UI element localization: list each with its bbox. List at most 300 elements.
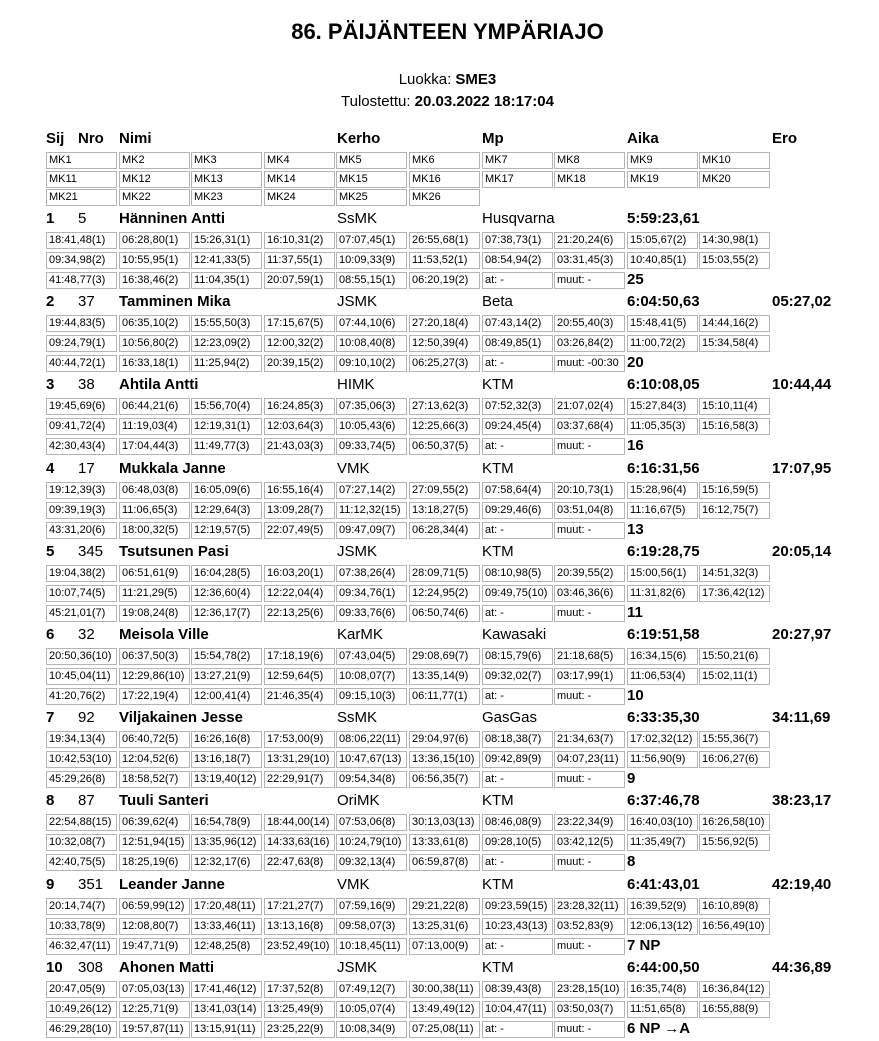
position: 10 [46, 959, 63, 976]
lap-time-cell: 17:02,32(12) [627, 731, 698, 748]
lap-time-cell: 15:55,50(3) [191, 315, 262, 332]
rider-name: Tuuli Santeri [119, 792, 209, 809]
lap-time-cell: 11:16,67(5) [627, 502, 698, 519]
lap-time-cell: 13:25,31(6) [409, 918, 480, 935]
lap-time-cell: 30:13,03(13) [409, 814, 480, 831]
muut-cell: muut: - [554, 1021, 625, 1038]
total-time: 6:37:46,78 [627, 792, 700, 809]
lap-time-cell: 09:24,79(1) [46, 335, 117, 352]
lap-time-cell: 07:49,12(7) [336, 981, 407, 998]
lap-time-cell: 30:00,38(11) [409, 981, 480, 998]
lap-time-cell: 27:09,55(2) [409, 482, 480, 499]
lap-time-cell: 42:40,75(5) [46, 854, 117, 871]
lap-time-cell: 46:32,47(11) [46, 938, 117, 955]
lap-time-cell: 03:52,83(9) [554, 918, 625, 935]
club-name: OriMK [337, 792, 380, 809]
lap-time-cell: 10:24,79(10) [336, 834, 407, 851]
header-nro: Nro [78, 130, 104, 147]
at-cell: at: - [482, 522, 553, 539]
lap-time-cell: 10:18,45(11) [336, 938, 407, 955]
lap-time-cell: 12:19,57(5) [191, 522, 262, 539]
lap-time-cell: 08:15,79(6) [482, 648, 553, 665]
lap-time-cell: 16:38,46(2) [119, 272, 190, 289]
club-name: JSMK [337, 543, 378, 560]
lap-time-cell: 12:36,60(4) [191, 585, 262, 602]
lap-time-cell: 12:50,39(4) [409, 335, 480, 352]
lap-time-cell: 16:40,03(10) [627, 814, 698, 831]
lap-time-cell: 06:44,21(6) [119, 398, 190, 415]
lap-header-cell: MK14 [264, 171, 335, 188]
lap-time-cell: 18:41,48(1) [46, 232, 117, 249]
lap-header-cell: MK6 [409, 152, 480, 169]
total-time: 6:44:00,50 [627, 959, 700, 976]
at-cell: at: - [482, 605, 553, 622]
rider-number: 87 [78, 792, 95, 809]
lap-time-cell: 12:25,66(3) [409, 418, 480, 435]
class-label: Luokka: [398, 71, 452, 88]
lap-time-cell: 15:34,58(4) [699, 335, 770, 352]
lap-time-cell: 07:38,26(4) [336, 565, 407, 582]
lap-time-cell: 18:00,32(5) [119, 522, 190, 539]
points: 8 [627, 853, 636, 870]
lap-time-cell: 10:42,53(10) [46, 751, 117, 768]
muut-cell: muut: - [554, 854, 625, 871]
total-time: 6:19:28,75 [627, 543, 700, 560]
bike-make: KTM [482, 460, 514, 477]
lap-time-cell: 09:32,02(7) [482, 668, 553, 685]
lap-time-cell: 11:12,32(15) [336, 502, 407, 519]
at-cell: at: - [482, 272, 553, 289]
lap-time-cell: 06:59,99(12) [119, 898, 190, 915]
lap-time-cell: 09:24,45(4) [482, 418, 553, 435]
time-difference: 20:27,97 [772, 626, 832, 643]
club-name: JSMK [337, 959, 378, 976]
lap-header-cell: MK13 [191, 171, 262, 188]
position: 9 [46, 876, 55, 893]
lap-time-cell: 08:18,38(7) [482, 731, 553, 748]
at-cell: at: - [482, 438, 553, 455]
lap-header-cell: MK24 [264, 189, 335, 206]
lap-header-cell: MK26 [409, 189, 480, 206]
lap-time-cell: 21:43,03(3) [264, 438, 335, 455]
position: 1 [46, 210, 55, 227]
lap-time-cell: 20:14,74(7) [46, 898, 117, 915]
lap-time-cell: 11:31,82(6) [627, 585, 698, 602]
lap-time-cell: 06:28,34(4) [409, 522, 480, 539]
lap-time-cell: 10:56,80(2) [119, 335, 190, 352]
position: 4 [46, 460, 55, 477]
bike-make: KTM [482, 543, 514, 560]
rider-number: 17 [78, 460, 95, 477]
lap-time-cell: 10:05,07(4) [336, 1001, 407, 1018]
points: 7 NP [627, 937, 661, 954]
muut-cell: muut: - [554, 938, 625, 955]
lap-time-cell: 23:28,32(11) [554, 898, 625, 915]
lap-time-cell: 11:51,65(8) [627, 1001, 698, 1018]
lap-time-cell: 45:29,26(8) [46, 771, 117, 788]
club-name: SsMK [337, 210, 378, 227]
lap-time-cell: 11:05,35(3) [627, 418, 698, 435]
lap-time-cell: 16:55,88(9) [699, 1001, 770, 1018]
muut-cell: muut: - [554, 272, 625, 289]
lap-header-cell: MK16 [409, 171, 480, 188]
lap-time-cell: 11:56,90(9) [627, 751, 698, 768]
lap-header-cell: MK21 [46, 189, 117, 206]
printed-label: Tulostettu: [341, 93, 411, 110]
lap-time-cell: 41:48,77(3) [46, 272, 117, 289]
lap-time-cell: 12:24,95(2) [409, 585, 480, 602]
lap-time-cell: 15:27,84(3) [627, 398, 698, 415]
lap-time-cell: 20:39,15(2) [264, 355, 335, 372]
position: 2 [46, 293, 55, 310]
lap-time-cell: 07:58,64(4) [482, 482, 553, 499]
lap-time-cell: 12:29,86(10) [119, 668, 190, 685]
points: 20 [627, 354, 644, 371]
lap-time-cell: 15:26,31(1) [191, 232, 262, 249]
lap-time-cell: 12:03,64(3) [264, 418, 335, 435]
lap-time-cell: 16:26,16(8) [191, 731, 262, 748]
position: 3 [46, 376, 55, 393]
lap-time-cell: 09:29,46(6) [482, 502, 553, 519]
lap-header-cell: MK25 [336, 189, 407, 206]
lap-time-cell: 11:53,52(1) [409, 252, 480, 269]
lap-time-cell: 18:58,52(7) [119, 771, 190, 788]
lap-time-cell: 23:28,15(10) [554, 981, 625, 998]
rider-number: 37 [78, 293, 95, 310]
lap-time-cell: 15:02,11(1) [699, 668, 770, 685]
points: 6 NP →A [627, 1020, 691, 1037]
lap-time-cell: 10:08,34(9) [336, 1021, 407, 1038]
lap-time-cell: 12:32,17(6) [191, 854, 262, 871]
lap-time-cell: 07:35,06(3) [336, 398, 407, 415]
lap-time-cell: 06:37,50(3) [119, 648, 190, 665]
lap-time-cell: 21:20,24(6) [554, 232, 625, 249]
lap-time-cell: 03:50,03(7) [554, 1001, 625, 1018]
lap-time-cell: 11:21,29(5) [119, 585, 190, 602]
header-sij: Sij [46, 130, 65, 147]
lap-time-cell: 19:44,83(5) [46, 315, 117, 332]
lap-time-cell: 10:05,43(6) [336, 418, 407, 435]
club-name: HIMK [337, 376, 375, 393]
lap-time-cell: 20:39,55(2) [554, 565, 625, 582]
rider-name: Mukkala Janne [119, 460, 226, 477]
lap-time-cell: 07:07,45(1) [336, 232, 407, 249]
club-name: KarMK [337, 626, 383, 643]
lap-time-cell: 14:44,16(2) [699, 315, 770, 332]
lap-time-cell: 07:44,10(6) [336, 315, 407, 332]
lap-time-cell: 10:09,33(9) [336, 252, 407, 269]
class-line [0, 71, 879, 88]
lap-time-cell: 10:49,26(12) [46, 1001, 117, 1018]
total-time: 6:41:43,01 [627, 876, 700, 893]
rider-name: Tsutsunen Pasi [119, 543, 229, 560]
lap-header-cell: MK10 [699, 152, 770, 169]
lap-time-cell: 09:47,09(7) [336, 522, 407, 539]
lap-time-cell: 13:13,16(8) [264, 918, 335, 935]
points: 9 [627, 770, 636, 787]
lap-time-cell: 17:53,00(9) [264, 731, 335, 748]
lap-time-cell: 19:04,38(2) [46, 565, 117, 582]
lap-time-cell: 06:59,87(8) [409, 854, 480, 871]
lap-time-cell: 12:00,41(4) [191, 688, 262, 705]
lap-time-cell: 17:22,19(4) [119, 688, 190, 705]
lap-time-cell: 16:12,75(7) [699, 502, 770, 519]
lap-time-cell: 22:13,25(6) [264, 605, 335, 622]
club-name: JSMK [337, 293, 378, 310]
lap-time-cell: 15:03,55(2) [699, 252, 770, 269]
lap-time-cell: 22:54,88(15) [46, 814, 117, 831]
lap-time-cell: 21:34,63(7) [554, 731, 625, 748]
lap-time-cell: 27:20,18(4) [409, 315, 480, 332]
lap-time-cell: 03:42,12(5) [554, 834, 625, 851]
printed-value: 20.03.2022 18:17:04 [414, 93, 554, 110]
lap-time-cell: 13:25,49(9) [264, 1001, 335, 1018]
lap-time-cell: 19:57,87(11) [119, 1021, 190, 1038]
lap-time-cell: 29:21,22(8) [409, 898, 480, 915]
rider-name: Leander Janne [119, 876, 225, 893]
lap-time-cell: 16:39,52(9) [627, 898, 698, 915]
position: 5 [46, 543, 55, 560]
lap-time-cell: 14:33,63(16) [264, 834, 335, 851]
lap-time-cell: 11:37,55(1) [264, 252, 335, 269]
time-difference: 38:23,17 [772, 792, 832, 809]
lap-header-cell: MK19 [627, 171, 698, 188]
rider-number: 351 [78, 876, 104, 893]
lap-time-cell: 19:08,24(8) [119, 605, 190, 622]
at-cell: at: - [482, 771, 553, 788]
lap-time-cell: 11:35,49(7) [627, 834, 698, 851]
rider-name: Ahtila Antti [119, 376, 199, 393]
lap-time-cell: 08:10,98(5) [482, 565, 553, 582]
lap-time-cell: 15:05,67(2) [627, 232, 698, 249]
lap-time-cell: 15:50,21(6) [699, 648, 770, 665]
lap-time-cell: 09:58,07(3) [336, 918, 407, 935]
lap-header-cell: MK22 [119, 189, 190, 206]
lap-time-cell: 08:55,15(1) [336, 272, 407, 289]
lap-header-cell: MK2 [119, 152, 190, 169]
points: 25 [627, 271, 644, 288]
lap-time-cell: 07:13,00(9) [409, 938, 480, 955]
lap-time-cell: 07:52,32(3) [482, 398, 553, 415]
lap-time-cell: 11:19,03(4) [119, 418, 190, 435]
lap-time-cell: 13:09,28(7) [264, 502, 335, 519]
lap-time-cell: 16:35,74(8) [627, 981, 698, 998]
total-time: 6:33:35,30 [627, 709, 700, 726]
position: 6 [46, 626, 55, 643]
class-value: SME3 [455, 71, 497, 88]
bike-make: KTM [482, 792, 514, 809]
lap-time-cell: 13:31,29(10) [264, 751, 335, 768]
time-difference: 44:36,89 [772, 959, 832, 976]
lap-time-cell: 10:07,74(5) [46, 585, 117, 602]
lap-time-cell: 11:25,94(2) [191, 355, 262, 372]
lap-time-cell: 12:41,33(5) [191, 252, 262, 269]
lap-time-cell: 26:55,68(1) [409, 232, 480, 249]
lap-header-cell: MK8 [554, 152, 625, 169]
header-nimi: Nimi [119, 130, 152, 147]
lap-time-cell: 06:50,37(5) [409, 438, 480, 455]
lap-time-cell: 09:28,10(5) [482, 834, 553, 851]
bike-make: KTM [482, 876, 514, 893]
club-name: VMK [337, 876, 370, 893]
lap-time-cell: 17:41,46(12) [191, 981, 262, 998]
lap-time-cell: 09:23,59(15) [482, 898, 553, 915]
lap-time-cell: 04:07,23(11) [554, 751, 625, 768]
lap-header-cell: MK23 [191, 189, 262, 206]
lap-time-cell: 10:55,95(1) [119, 252, 190, 269]
lap-time-cell: 09:32,13(4) [336, 854, 407, 871]
bike-make: KTM [482, 376, 514, 393]
lap-time-cell: 07:43,04(5) [336, 648, 407, 665]
lap-time-cell: 12:36,17(7) [191, 605, 262, 622]
lap-time-cell: 12:48,25(8) [191, 938, 262, 955]
lap-time-cell: 08:39,43(8) [482, 981, 553, 998]
lap-time-cell: 11:06,65(3) [119, 502, 190, 519]
lap-time-cell: 12:51,94(15) [119, 834, 190, 851]
muut-cell: muut: - [554, 522, 625, 539]
lap-time-cell: 06:20,19(2) [409, 272, 480, 289]
lap-time-cell: 15:16,58(3) [699, 418, 770, 435]
lap-time-cell: 13:33,61(8) [409, 834, 480, 851]
lap-header-cell: MK18 [554, 171, 625, 188]
time-difference: 42:19,40 [772, 876, 832, 893]
lap-header-cell: MK5 [336, 152, 407, 169]
lap-time-cell: 13:35,14(9) [409, 668, 480, 685]
lap-time-cell: 09:15,10(3) [336, 688, 407, 705]
time-difference: 10:44,44 [772, 376, 832, 393]
rider-name: Ahonen Matti [119, 959, 214, 976]
lap-time-cell: 10:45,04(11) [46, 668, 117, 685]
lap-time-cell: 09:34,76(1) [336, 585, 407, 602]
lap-header-cell: MK15 [336, 171, 407, 188]
lap-time-cell: 10:40,85(1) [627, 252, 698, 269]
lap-header-cell: MK7 [482, 152, 553, 169]
total-time: 6:04:50,63 [627, 293, 700, 310]
lap-time-cell: 17:36,42(12) [699, 585, 770, 602]
lap-time-cell: 20:55,40(3) [554, 315, 625, 332]
lap-time-cell: 07:05,03(13) [119, 981, 190, 998]
lap-time-cell: 16:24,85(3) [264, 398, 335, 415]
at-cell: at: - [482, 938, 553, 955]
lap-time-cell: 45:21,01(7) [46, 605, 117, 622]
club-name: SsMK [337, 709, 378, 726]
lap-time-cell: 17:04,44(3) [119, 438, 190, 455]
lap-time-cell: 12:08,80(7) [119, 918, 190, 935]
lap-time-cell: 46:29,28(10) [46, 1021, 117, 1038]
lap-time-cell: 09:49,75(10) [482, 585, 553, 602]
lap-header-cell: MK20 [699, 171, 770, 188]
lap-time-cell: 11:04,35(1) [191, 272, 262, 289]
lap-time-cell: 08:06,22(11) [336, 731, 407, 748]
points: 13 [627, 521, 644, 538]
lap-time-cell: 09:41,72(4) [46, 418, 117, 435]
lap-time-cell: 06:56,35(7) [409, 771, 480, 788]
lap-time-cell: 03:37,68(4) [554, 418, 625, 435]
total-time: 5:59:23,61 [627, 210, 700, 227]
lap-header-cell: MK4 [264, 152, 335, 169]
lap-time-cell: 12:19,31(1) [191, 418, 262, 435]
lap-time-cell: 11:49,77(3) [191, 438, 262, 455]
lap-time-cell: 13:19,40(12) [191, 771, 262, 788]
lap-time-cell: 12:29,64(3) [191, 502, 262, 519]
at-cell: at: - [482, 688, 553, 705]
lap-time-cell: 15:16,59(5) [699, 482, 770, 499]
lap-time-cell: 03:17,99(1) [554, 668, 625, 685]
points: 16 [627, 437, 644, 454]
bike-make: KTM [482, 959, 514, 976]
lap-time-cell: 20:07,59(1) [264, 272, 335, 289]
lap-header-cell: MK12 [119, 171, 190, 188]
lap-header-cell: MK1 [46, 152, 117, 169]
lap-time-cell: 06:50,74(6) [409, 605, 480, 622]
lap-time-cell: 03:26,84(2) [554, 335, 625, 352]
lap-time-cell: 13:36,15(10) [409, 751, 480, 768]
printed-line [0, 93, 879, 110]
lap-time-cell: 41:20,76(2) [46, 688, 117, 705]
lap-time-cell: 15:56,70(4) [191, 398, 262, 415]
lap-time-cell: 21:07,02(4) [554, 398, 625, 415]
lap-time-cell: 15:55,36(7) [699, 731, 770, 748]
lap-time-cell: 17:37,52(8) [264, 981, 335, 998]
lap-time-cell: 13:15,91(11) [191, 1021, 262, 1038]
lap-time-cell: 13:27,21(9) [191, 668, 262, 685]
lap-time-cell: 16:10,89(8) [699, 898, 770, 915]
lap-header-cell: MK9 [627, 152, 698, 169]
lap-time-cell: 07:59,16(9) [336, 898, 407, 915]
lap-time-cell: 06:35,10(2) [119, 315, 190, 332]
rider-number: 5 [78, 210, 87, 227]
lap-time-cell: 10:33,78(9) [46, 918, 117, 935]
lap-time-cell: 06:11,77(1) [409, 688, 480, 705]
lap-time-cell: 03:46,36(6) [554, 585, 625, 602]
header-aika: Aika [627, 130, 659, 147]
lap-time-cell: 23:25,22(9) [264, 1021, 335, 1038]
lap-time-cell: 19:12,39(3) [46, 482, 117, 499]
total-time: 6:16:31,56 [627, 460, 700, 477]
lap-time-cell: 12:25,71(9) [119, 1001, 190, 1018]
lap-time-cell: 13:18,27(5) [409, 502, 480, 519]
rider-number: 38 [78, 376, 95, 393]
lap-time-cell: 16:03,20(1) [264, 565, 335, 582]
lap-time-cell: 20:47,05(9) [46, 981, 117, 998]
time-difference: 20:05,14 [772, 543, 832, 560]
lap-time-cell: 13:49,49(12) [409, 1001, 480, 1018]
header-ero: Ero [772, 130, 798, 147]
lap-time-cell: 16:10,31(2) [264, 232, 335, 249]
lap-time-cell: 06:48,03(8) [119, 482, 190, 499]
lap-time-cell: 09:39,19(3) [46, 502, 117, 519]
lap-time-cell: 13:33,46(11) [191, 918, 262, 935]
lap-time-cell: 19:34,13(4) [46, 731, 117, 748]
lap-time-cell: 18:44,00(14) [264, 814, 335, 831]
time-difference: 17:07,95 [772, 460, 832, 477]
lap-time-cell: 06:40,72(5) [119, 731, 190, 748]
club-name: VMK [337, 460, 370, 477]
lap-time-cell: 22:29,91(7) [264, 771, 335, 788]
muut-cell: muut: - [554, 438, 625, 455]
total-time: 6:10:08,05 [627, 376, 700, 393]
lap-time-cell: 06:28,80(1) [119, 232, 190, 249]
lap-header-cell: MK3 [191, 152, 262, 169]
lap-time-cell: 29:08,69(7) [409, 648, 480, 665]
header-mp: Mp [482, 130, 504, 147]
lap-time-cell: 18:25,19(6) [119, 854, 190, 871]
lap-time-cell: 15:28,96(4) [627, 482, 698, 499]
lap-time-cell: 16:36,84(12) [699, 981, 770, 998]
rider-number: 92 [78, 709, 95, 726]
lap-time-cell: 27:13,62(3) [409, 398, 480, 415]
header-kerho: Kerho [337, 130, 381, 147]
